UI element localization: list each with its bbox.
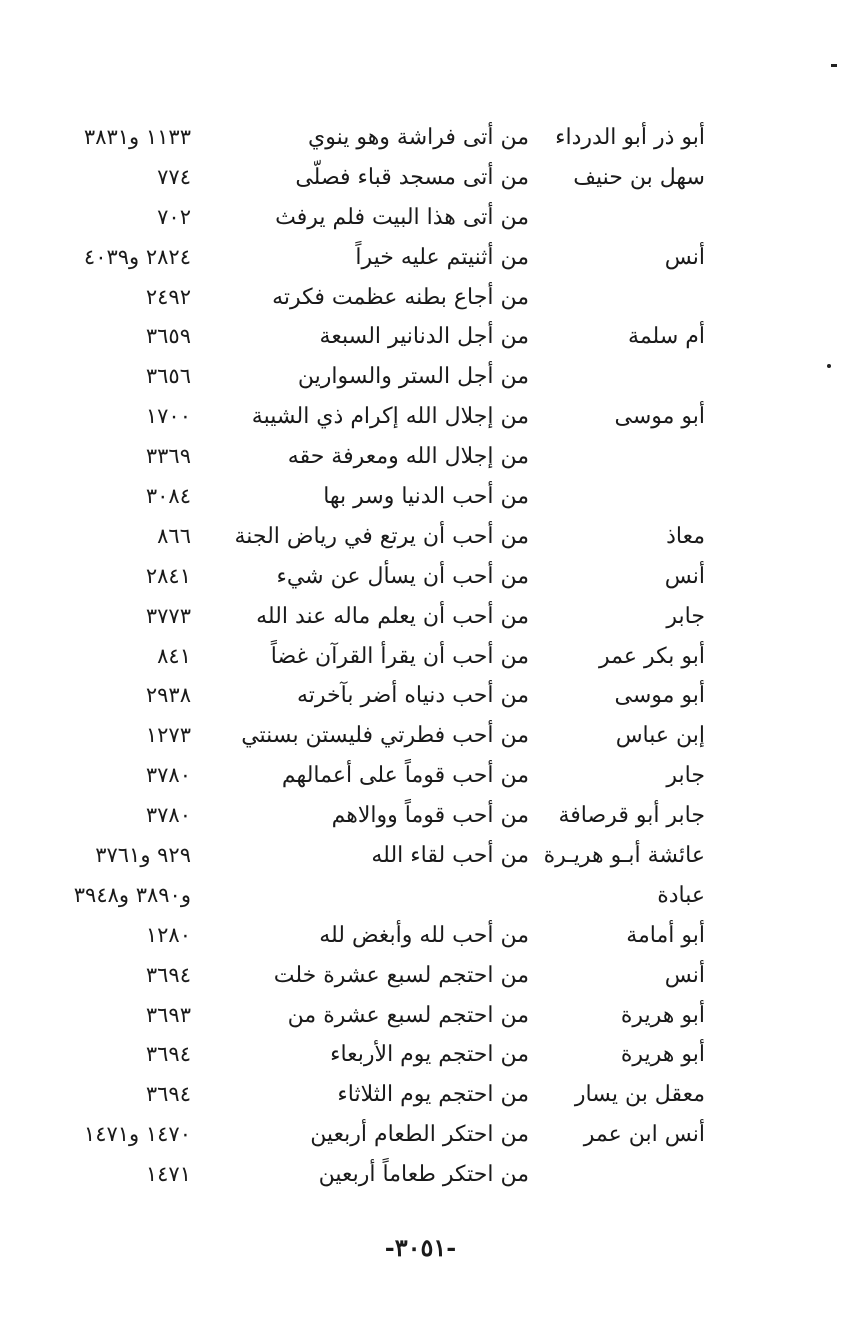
- narrator-name: أبو موسى: [614, 683, 705, 709]
- index-row: [0, 1115, 841, 1155]
- narrator-name: أنس: [664, 244, 705, 270]
- hadith-number: و٣٨٩٠ و٣٩٤٨: [73, 882, 191, 907]
- hadith-number: ١٤٧١: [145, 1162, 191, 1187]
- narrator-name: أنس ابن عمر: [583, 1122, 705, 1148]
- narrator-name: إبن عباس: [615, 723, 705, 749]
- narrator-name: معقل بن يسار: [574, 1082, 705, 1108]
- index-row: [0, 278, 841, 318]
- hadith-opening-text: من إجلال الله إكرام ذي الشيبة: [251, 404, 529, 430]
- hadith-number: ١٤٧٠ و١٤٧١: [83, 1122, 191, 1147]
- hadith-number: ٢٨٢٤ و٤٠٣٩: [83, 244, 191, 269]
- hadith-number: ٣٦٥٦: [145, 364, 191, 389]
- hadith-number: ٩٢٩ و٣٧٦١: [95, 843, 191, 868]
- index-row: [0, 317, 841, 357]
- index-row: [0, 357, 841, 397]
- hadith-opening-text: من أحب قوماً على أعمالهم: [281, 763, 529, 789]
- index-row: [0, 1075, 841, 1115]
- hadith-opening-text: من أحب دنياه أضر بآخرته: [296, 683, 529, 709]
- narrator-name: [515, 278, 705, 318]
- hadith-number: ١١٣٣ و٣٨٣١: [83, 125, 191, 149]
- hadith-opening-text: من احتكر الطعام أربعين: [310, 1122, 529, 1148]
- hadith-number: ٣٧٧٣: [145, 603, 191, 628]
- index-row: [0, 716, 841, 756]
- hadith-number: ٢٩٣٨: [145, 683, 191, 708]
- hadith-number: ٣٧٨٠: [145, 803, 191, 828]
- index-row: [0, 238, 841, 278]
- hadith-opening-text: من أجاع بطنه عظمت فكرته: [272, 284, 529, 310]
- hadith-number: ٣٠٨٤: [145, 484, 191, 509]
- narrator-name: أبو موسى: [614, 404, 705, 430]
- narrator-name: جابر: [666, 763, 705, 789]
- hadith-opening-text: من أحب قوماً ووالاهم: [331, 803, 529, 829]
- index-row: [0, 676, 841, 716]
- narrator-name: معاذ: [666, 523, 705, 549]
- narrator-name: أنس: [664, 563, 705, 589]
- hadith-number: ١٧٠٠: [145, 404, 191, 429]
- narrator-name: [515, 437, 705, 477]
- narrator-name: أبو هريرة: [620, 1002, 705, 1028]
- narrator-name: أبو أمامة: [626, 922, 705, 948]
- hadith-number: ٧٧٤: [157, 164, 191, 189]
- hadith-number: ٣٦٥٩: [145, 324, 191, 349]
- hadith-opening-text: من أتى فراشة وهو ينوي: [307, 125, 529, 150]
- hadith-opening-text: من أحب أن يعلم ماله عند الله: [256, 603, 529, 629]
- narrator-name: أبو ذر أبو الدرداء: [555, 125, 705, 150]
- hadith-number: ٢٤٩٢: [145, 284, 191, 309]
- hadith-opening-text: من أحب أن يقرأ القرآن غضاً: [270, 643, 529, 669]
- narrator-name: عائشة أبـو هريـرة: [543, 843, 705, 869]
- hadith-index-table: [0, 118, 841, 1195]
- hadith-opening-text: من أجل الدنانير السبعة: [319, 324, 529, 350]
- narrator-name: جابر: [666, 603, 705, 629]
- hadith-opening-text: من احتجم لسبع عشرة من: [287, 1002, 529, 1028]
- index-row: [0, 1155, 841, 1195]
- index-row: [0, 477, 841, 517]
- index-row: [0, 796, 841, 836]
- hadith-opening-text: من احتجم يوم الثلاثاء: [337, 1082, 529, 1108]
- hadith-number: ٣٦٩٤: [145, 1082, 191, 1107]
- index-row: [0, 876, 841, 916]
- hadith-opening-text: من أتى مسجد قباء فصلّى: [295, 164, 529, 190]
- hadith-number: ٣٦٩٤: [145, 1042, 191, 1067]
- narrator-name: جابر أبو قرصافة: [558, 803, 705, 829]
- hadith-opening-text: من أحب أن يرتع في رياض الجنة: [234, 523, 529, 549]
- hadith-number: ٨٦٦: [157, 523, 191, 548]
- hadith-opening-text: من أحب الدنيا وسر بها: [323, 484, 529, 510]
- narrator-name: [515, 477, 705, 517]
- hadith-number: ١٢٧٣: [145, 723, 191, 748]
- hadith-number: ١٢٨٠: [145, 922, 191, 947]
- hadith-opening-text: من أتى هذا البيت فلم يرفث: [275, 204, 529, 230]
- hadith-opening-text: من أحب فطرتي فليستن بسنتي: [241, 723, 529, 749]
- index-row: [0, 996, 841, 1036]
- hadith-opening-text: من أجل الستر والسوارين: [297, 364, 529, 390]
- hadith-opening-text: من احتجم يوم الأربعاء: [330, 1042, 529, 1068]
- index-row: [0, 118, 841, 158]
- index-row: [0, 597, 841, 637]
- index-row: [0, 836, 841, 876]
- hadith-opening-text: من احتكر طعاماً أربعين: [318, 1162, 529, 1188]
- index-row: [0, 397, 841, 437]
- index-row: [0, 557, 841, 597]
- hadith-opening-text: من أحب أن يسأل عن شيء: [276, 563, 529, 589]
- hadith-number: ٨٤١: [157, 643, 191, 668]
- index-row: [0, 637, 841, 677]
- hadith-number: ٣٣٦٩: [145, 444, 191, 469]
- hadith-opening-text: من أحب لقاء الله: [371, 843, 529, 869]
- hadith-number: ٣٧٨٠: [145, 763, 191, 788]
- narrator-name: [515, 1155, 705, 1195]
- index-row: [0, 517, 841, 557]
- page-number: -٣٠٥١-: [384, 1233, 457, 1262]
- narrator-name: [515, 198, 705, 238]
- hadith-number: ٣٦٩٤: [145, 962, 191, 987]
- index-row: [0, 1035, 841, 1075]
- hadith-opening-text: من أثنيتم عليه خيراً: [355, 244, 529, 270]
- hadith-opening-text: من أحب لله وأبغض لله: [319, 922, 529, 948]
- index-row: [0, 198, 841, 238]
- index-row: [0, 956, 841, 996]
- index-row: [0, 756, 841, 796]
- hadith-number: ٢٨٤١: [145, 563, 191, 588]
- narrator-name: عبادة: [657, 882, 705, 908]
- hadith-opening-text: من احتجم لسبع عشرة خلت: [273, 962, 529, 988]
- hadith-opening-text: [249, 876, 529, 916]
- narrator-name: أم سلمة: [628, 324, 705, 350]
- hadith-number: ٣٦٩٣: [145, 1002, 191, 1027]
- index-row: [0, 437, 841, 477]
- narrator-name: أبو هريرة: [620, 1042, 705, 1068]
- index-row: [0, 158, 841, 198]
- index-row: [0, 916, 841, 956]
- narrator-name: أنس: [664, 962, 705, 988]
- narrator-name: [515, 357, 705, 397]
- margin-mark: [831, 64, 837, 67]
- hadith-number: ٧٠٢: [157, 204, 191, 229]
- hadith-opening-text: من إجلال الله ومعرفة حقه: [287, 444, 529, 470]
- narrator-name: أبو بكر عمر: [599, 643, 705, 669]
- narrator-name: سهل بن حنيف: [573, 164, 705, 190]
